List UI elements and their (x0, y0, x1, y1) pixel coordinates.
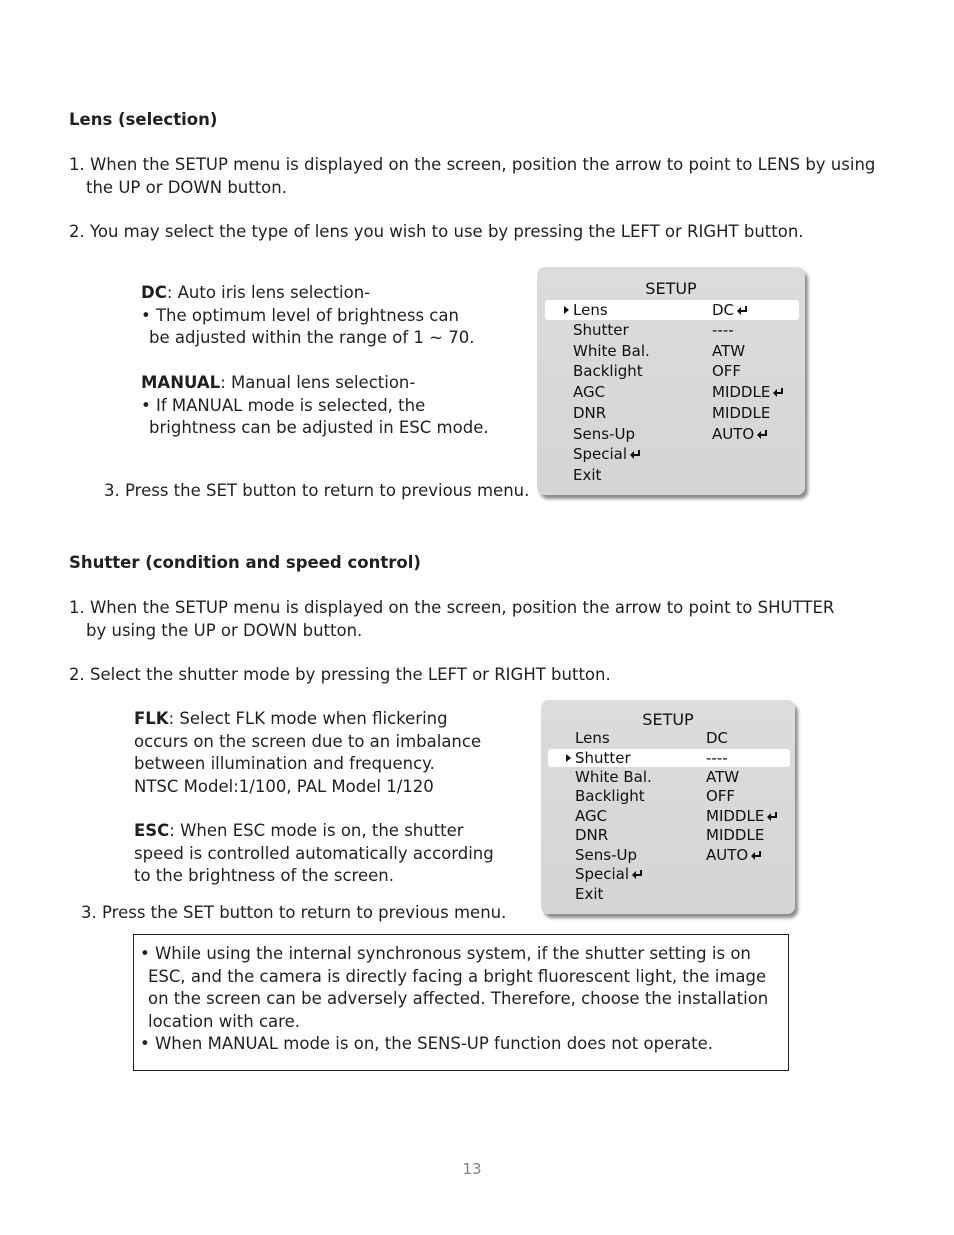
menu-row-special[interactable] (548, 865, 790, 884)
enter-return-icon (737, 306, 747, 315)
enter-return-icon (751, 851, 761, 860)
menu-row-lens[interactable] (548, 729, 790, 748)
menu-row-dnr[interactable] (548, 826, 790, 845)
shutter-flk-description (134, 708, 494, 798)
menu-row-label: Backlight (575, 787, 645, 805)
menu-row-value: ATW (712, 342, 746, 360)
menu-row-label: Shutter (575, 749, 631, 767)
menu-row-label: Sens-Up (573, 425, 635, 443)
lens-heading: Lens (selection) (69, 110, 218, 129)
menu-row-label: Lens (573, 301, 608, 319)
enter-return-icon (773, 388, 783, 397)
menu-row-white-bal[interactable] (548, 768, 790, 787)
shutter-step-3: 3. Press the SET button to return to previous menu. (81, 903, 507, 922)
menu-row-lens[interactable] (545, 300, 799, 320)
menu-row-exit[interactable] (545, 465, 799, 485)
menu-row-value: MIDDLE (712, 404, 771, 422)
manual-desc: : Manual lens selection- (220, 373, 416, 392)
menu-row-special[interactable] (545, 444, 799, 464)
menu-row-label: Shutter (573, 321, 629, 339)
esc-term: ESC (134, 821, 170, 840)
menu-row-label: Special (575, 865, 630, 883)
enter-return-icon (632, 870, 642, 879)
lens-manual-description (141, 372, 511, 440)
flk-term: FLK (134, 709, 169, 728)
menu-row-value: AUTO (706, 846, 749, 864)
menu-row-backlight[interactable] (545, 361, 799, 381)
lens-step-3: 3. Press the SET button to return to previous menu. (104, 481, 530, 500)
menu-row-exit[interactable] (548, 885, 790, 904)
menu-row-shutter[interactable] (548, 749, 790, 767)
flk-models: NTSC Model:1/100, PAL Model 1/120 (134, 776, 434, 796)
esc-desc: : When ESC mode is on, the shutter speed is controlled automatically according to the brightness of the screen. (134, 821, 494, 885)
menu-row-value: DC (706, 729, 729, 747)
note-bullet-2: • When MANUAL mode is on, the SENS-UP function does not operate. (140, 1034, 713, 1053)
menu-row-agc[interactable] (545, 382, 799, 402)
menu-row-value: ATW (706, 768, 740, 786)
shutter-step-2: 2. Select the shutter mode by pressing the LEFT or RIGHT button. (69, 665, 611, 684)
setup-menu-shutter (541, 700, 795, 914)
shutter-heading: Shutter (condition and speed control) (69, 553, 421, 572)
menu-row-sens-up[interactable] (548, 846, 790, 865)
menu-row-value: OFF (712, 362, 742, 380)
enter-return-icon (757, 430, 767, 439)
menu-row-white-bal[interactable] (545, 341, 799, 361)
menu-row-sens-up[interactable] (545, 424, 799, 444)
lens-step-2: 2. You may select the type of lens you wish to use by pressing the LEFT or RIGHT button. (69, 222, 804, 241)
manual-term: MANUAL (141, 373, 221, 392)
enter-return-icon (767, 812, 777, 821)
shutter-step-1: 1. When the SETUP menu is displayed on the screen, position the arrow to point to SHUTTER by using the UP or DOWN button. (69, 598, 835, 640)
menu-row-label: AGC (575, 807, 608, 825)
lens-step-1: 1. When the SETUP menu is displayed on the screen, position the arrow to point to LENS by using the UP or DOWN button. (69, 155, 876, 197)
menu-row-backlight[interactable] (548, 787, 790, 806)
menu-row-dnr[interactable] (545, 403, 799, 423)
enter-return-icon (630, 450, 640, 459)
shutter-esc-description (134, 820, 496, 888)
menu-row-label: AGC (573, 383, 606, 401)
menu-row-label: Exit (573, 466, 602, 484)
menu-row-agc[interactable] (548, 807, 790, 826)
menu-row-value: AUTO (712, 425, 755, 443)
menu-row-label: Sens-Up (575, 846, 637, 864)
caution-note-box (133, 934, 789, 1071)
menu-row-label: Backlight (573, 362, 643, 380)
setup-menu-title: SETUP (645, 279, 697, 298)
menu-row-label: DNR (573, 404, 607, 422)
menu-row-label: Special (573, 445, 628, 463)
dc-bullet: • The optimum level of brightness can be adjusted within the range of 1 ~ 70. (141, 305, 475, 347)
menu-row-value: MIDDLE (706, 807, 765, 825)
menu-row-value: MIDDLE (712, 383, 771, 401)
note-bullet-1: • While using the internal synchronous system, if the shutter setting is on ESC, and the camera is directly facing a bright fluorescent light, the image on the screen can be adversely affected. Therefore, choose the installation location with care. (140, 944, 769, 1031)
menu-row-value: OFF (706, 787, 736, 805)
menu-row-label: Lens (575, 729, 610, 747)
lens-dc-description (141, 282, 501, 350)
menu-row-label: Exit (575, 885, 604, 903)
manual-bullet: • If MANUAL mode is selected, the brightness can be adjusted in ESC mode. (141, 395, 489, 437)
dc-desc: : Auto iris lens selection- (166, 283, 371, 302)
menu-row-label: White Bal. (573, 342, 650, 360)
selection-arrow-icon (566, 754, 571, 762)
menu-row-value: DC (712, 301, 735, 319)
flk-desc: : Select FLK mode when flickering occurs on the screen due to an imbalance between illumination and frequency. (134, 709, 482, 773)
menu-row-shutter[interactable] (545, 320, 799, 340)
menu-row-value: ---- (712, 321, 734, 339)
setup-menu-title: SETUP (642, 710, 694, 729)
menu-row-value: ---- (706, 749, 728, 767)
dc-term: DC (141, 283, 167, 302)
menu-row-label: DNR (575, 826, 609, 844)
menu-row-value: MIDDLE (706, 826, 765, 844)
setup-menu-lens (537, 267, 805, 495)
selection-arrow-icon (564, 306, 569, 314)
menu-row-label: White Bal. (575, 768, 652, 786)
page-number: 13 (462, 1160, 482, 1178)
